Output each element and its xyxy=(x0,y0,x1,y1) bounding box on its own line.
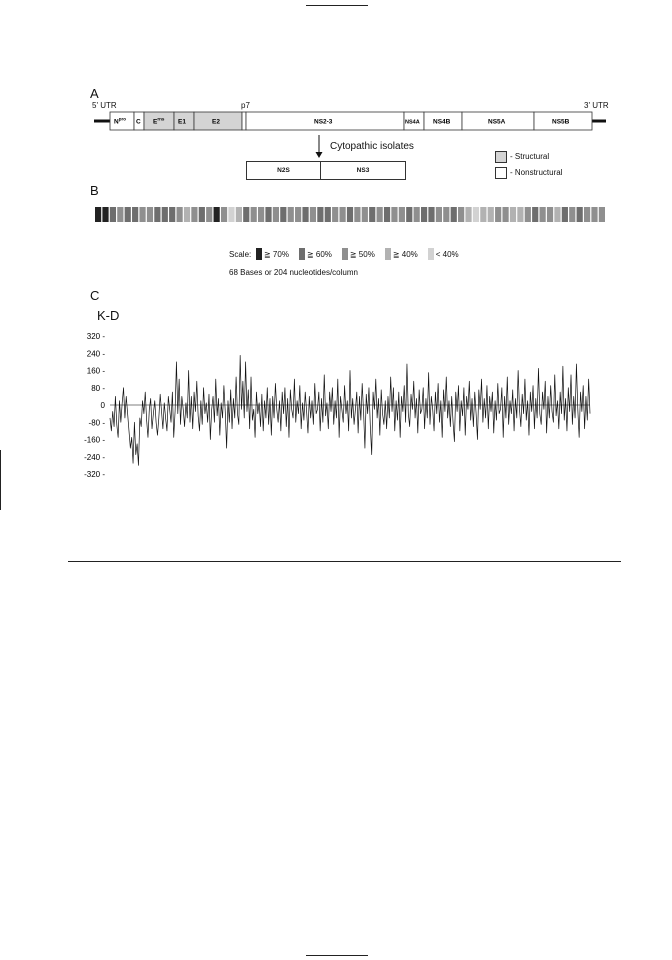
n2s-box: N2S xyxy=(247,162,321,179)
conservation-column xyxy=(591,207,597,222)
chart-ylabel: K-D xyxy=(97,308,120,323)
conservation-column xyxy=(414,207,420,222)
conservation-column xyxy=(332,207,338,222)
scale-item xyxy=(256,248,289,260)
conservation-column xyxy=(540,207,546,222)
conservation-column xyxy=(169,207,175,222)
conservation-column xyxy=(451,207,457,222)
conservation-column xyxy=(280,207,286,222)
scale-swatch-60 xyxy=(299,248,305,260)
scale-label: ≧ 70% xyxy=(264,249,289,259)
conservation-column xyxy=(458,207,464,222)
conservation-column xyxy=(110,207,116,222)
gene-ns4a-label: NS4A xyxy=(405,119,420,126)
conservation-column xyxy=(288,207,294,222)
legend-structural-swatch xyxy=(495,151,507,163)
conservation-column xyxy=(495,207,501,222)
conservation-column xyxy=(228,207,234,222)
panel-a-letter: A xyxy=(90,86,99,101)
scale-label: ≧ 40% xyxy=(392,249,418,259)
conservation-column xyxy=(510,207,516,222)
y-tick-label: 0 xyxy=(100,401,105,410)
conservation-column xyxy=(547,207,553,222)
legend-nonstructural-label: - Nonstructural xyxy=(510,168,563,177)
gene-npro-label: $N^{pro}$ xyxy=(114,116,126,126)
conservation-column xyxy=(532,207,538,222)
conservation-column xyxy=(251,207,257,222)
scale-label: ≧ 50% xyxy=(349,249,375,259)
scale-legend xyxy=(256,248,459,260)
scale-item xyxy=(428,248,459,260)
gene-ns5b-label: NS5B xyxy=(552,118,570,126)
gene-e2-label: E2 xyxy=(212,118,220,126)
kd-hydropathy-chart xyxy=(80,330,610,480)
gene-erns-label: $E^{rns}$ xyxy=(153,116,165,126)
conservation-column xyxy=(177,207,183,222)
conservation-column xyxy=(214,207,220,222)
conservation-column xyxy=(502,207,508,222)
scale-label: ≧ 60% xyxy=(306,249,332,259)
y-tick-label: -160 - xyxy=(84,435,105,445)
conservation-column xyxy=(191,207,197,222)
conservation-column xyxy=(95,207,101,222)
y-tick-label: 240 - xyxy=(86,349,105,359)
conservation-column xyxy=(339,207,345,222)
conservation-column xyxy=(184,207,190,222)
scale-swatch-below-40 xyxy=(428,248,434,260)
conservation-column xyxy=(465,207,471,222)
conservation-column xyxy=(362,207,368,222)
conservation-column xyxy=(399,207,405,222)
caption-rule xyxy=(68,561,621,562)
conservation-column xyxy=(569,207,575,222)
conservation-column xyxy=(125,207,131,222)
footer-rule xyxy=(306,955,368,956)
conservation-column xyxy=(236,207,242,222)
gene-ns5a-label: NS5A xyxy=(488,118,506,126)
conservation-column xyxy=(480,207,486,222)
legend-nonstructural-swatch xyxy=(495,167,507,179)
conservation-column xyxy=(436,207,442,222)
conservation-column xyxy=(258,207,264,222)
scale-title: Scale: xyxy=(229,250,252,259)
conservation-column xyxy=(473,207,479,222)
conservation-column xyxy=(562,207,568,222)
kd-series-line xyxy=(110,355,590,465)
conservation-column xyxy=(406,207,412,222)
down-arrow-icon xyxy=(312,134,326,160)
y-tick-label: 160 - xyxy=(86,366,105,376)
conservation-column xyxy=(199,207,205,222)
y-tick-label: -80 - xyxy=(88,418,105,428)
conservation-column xyxy=(265,207,271,222)
scale-note: 68 Bases or 204 nucleotides/column xyxy=(229,268,358,277)
conservation-column xyxy=(517,207,523,222)
ns3-box: NS3 xyxy=(356,167,370,174)
p7-label: p7 xyxy=(241,101,250,110)
conservation-column xyxy=(347,207,353,222)
conservation-column xyxy=(488,207,494,222)
utr3-label: 3' UTR xyxy=(584,101,609,110)
gene-ns4b-label: NS4B xyxy=(433,118,451,126)
scale-item xyxy=(385,248,418,260)
gene-e1-label: E1 xyxy=(178,118,186,126)
panel-c-letter: C xyxy=(90,288,100,303)
cytopathic-label: Cytopathic isolates xyxy=(330,141,414,152)
conservation-column xyxy=(221,207,227,222)
conservation-column xyxy=(443,207,449,222)
scale-swatch-70 xyxy=(256,248,262,260)
genome-map xyxy=(90,100,610,140)
conservation-column xyxy=(132,207,138,222)
conservation-column xyxy=(206,207,212,222)
panel-b-letter: B xyxy=(90,183,99,198)
conservation-column xyxy=(354,207,360,222)
cytopathic-split xyxy=(246,161,406,180)
y-tick-label: -240 - xyxy=(84,452,105,462)
conservation-column xyxy=(584,207,590,222)
conservation-column xyxy=(554,207,560,222)
conservation-column xyxy=(428,207,434,222)
conservation-column xyxy=(599,207,605,222)
conservation-column xyxy=(525,207,531,222)
conservation-column xyxy=(302,207,308,222)
y-tick-label: -320 - xyxy=(84,470,105,479)
conservation-column xyxy=(325,207,331,222)
gene-p7 xyxy=(242,112,246,130)
conservation-column xyxy=(147,207,153,222)
y-tick-label: 80 - xyxy=(91,383,105,393)
conservation-column xyxy=(384,207,390,222)
conservation-column xyxy=(295,207,301,222)
utr5-label: 5' UTR xyxy=(92,101,117,110)
conservation-column xyxy=(154,207,160,222)
conservation-blocks xyxy=(95,207,605,222)
conservation-column xyxy=(273,207,279,222)
scale-swatch-50 xyxy=(342,248,348,260)
conservation-column xyxy=(310,207,316,222)
conservation-column xyxy=(139,207,145,222)
scale-item xyxy=(342,248,375,260)
scale-swatch-40 xyxy=(385,248,391,260)
conservation-column xyxy=(377,207,383,222)
conservation-column xyxy=(317,207,323,222)
conservation-column xyxy=(162,207,168,222)
scale-label: < 40% xyxy=(435,249,459,259)
conservation-column xyxy=(421,207,427,222)
conservation-column xyxy=(117,207,123,222)
gene-ns2-3-label: NS2-3 xyxy=(314,118,333,126)
header-rule xyxy=(306,5,368,6)
conservation-column xyxy=(391,207,397,222)
conservation-column xyxy=(369,207,375,222)
gene-c-label: C xyxy=(136,118,141,126)
conservation-column xyxy=(243,207,249,222)
margin-mark xyxy=(0,450,1,510)
y-tick-label: 320 - xyxy=(86,332,105,341)
conservation-column xyxy=(577,207,583,222)
conservation-column xyxy=(102,207,108,222)
scale-item xyxy=(299,248,332,260)
legend-structural-label: - Structural xyxy=(510,152,550,161)
